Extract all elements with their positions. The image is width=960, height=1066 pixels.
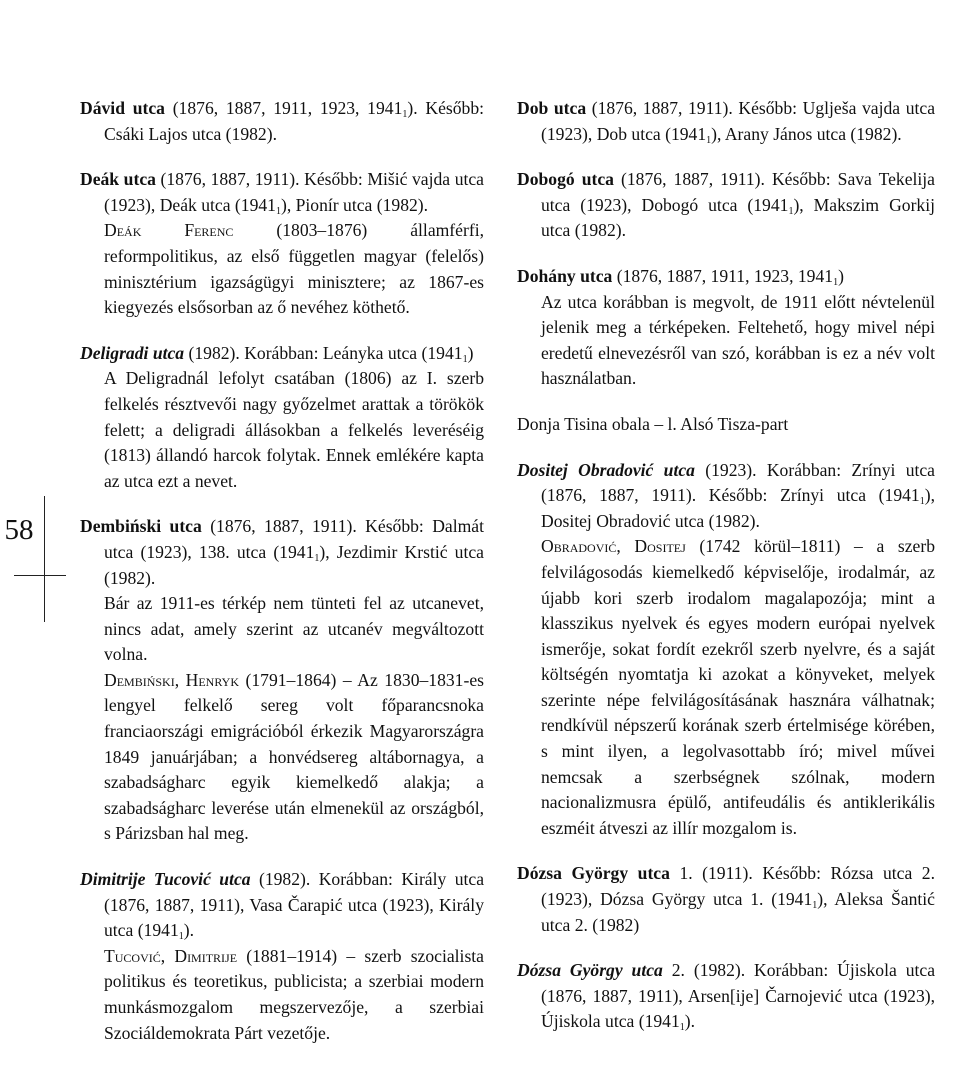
entry-history: ). (183, 920, 195, 941)
entry-heading (517, 96, 935, 147)
entry-heading (517, 861, 935, 938)
street-name: Dob utca (517, 98, 587, 118)
note-text: (1803–1876) államférfi, reformpolitikus, az első független magyar (felelős) minisztérium igazságügyi minisztere; az 1867-es kiegyezés elsősorban az ő nevéhez köthető. (104, 220, 484, 318)
page-number: 58 (4, 514, 34, 546)
subscript: 1 (462, 353, 468, 365)
entry-note (104, 366, 484, 494)
subscript: 1 (402, 109, 408, 120)
cross-reference: Donja Tisina obala – l. Alsó Tisza-part (517, 413, 789, 434)
entry-dob-utca (517, 96, 935, 147)
entry-dates: (1876, 1887, 1911). Később: Uglješa vajda utca (1923), Dob utca (1941 (541, 98, 936, 144)
street-name: Deák utca (80, 169, 156, 190)
subscript: 1 (679, 1022, 685, 1034)
subscript: 1 (919, 496, 925, 508)
entry-history: ) (467, 342, 474, 363)
street-name: Dobogó utca (517, 169, 614, 190)
entry-history: ), Pionír utca (1982). (280, 194, 429, 215)
entry-dates: (1876, 1887, 1911). Később: Sava Tekelija utca (1923), Dobogó utca (1941 (541, 169, 935, 215)
note-text: (1742 körül–1811) – a szerb felvilágosodás kiemelkedő képviselője, irodalmár, az újabb kori szerb irodalom magalapozója; mint a klasszikus nyelvek és egyes modern európai nyelvek ismerője, sokat fordít ezekről szerb nyelvre, és a saját költségén nyomtatja ki azokat a könyveket, melyek szerinte népe felvilágosításának hasznára válhatnak; rendkívül népszerű korának szerb értelmisége körében, s mint ilyen, a legolvasottabb író; mivel művei nemcsak a szerbségnek szólnak, modern nacionalizmusra épülő, antifeudális és antiklerikális eszméit átveszi az illír mozgalom is. (541, 536, 936, 838)
entry-heading (80, 867, 484, 944)
entry-dates: (1923). Korábban: Zrínyi utca (1876, 1887, 1911). Később: Zrínyi utca (1941 (541, 459, 935, 506)
subscript: 1 (706, 134, 712, 146)
note-text: (1791–1864) – Az 1830–1831-es lengyel felkelő sereg volt főparancsnoka franciaországi emigrációból érkezik Magyarországra 1849 januárjában; a honvédsereg altábornagya, a szabadságharc egyik kiemelkedő alakja; a szabadságharc leverése után elmenekül az országból, s Párizsban hal meg. (104, 669, 484, 844)
entry-dates: 2. (1982). Korábban: Újiskola utca (1876, 1887, 1911), Arsen[ije] Čarnojević utca (1923), Újiskola utca (1941 (541, 960, 936, 1032)
subscript: 1 (788, 205, 794, 217)
person-name: Dembiński, Henryk (104, 669, 239, 690)
note-text: Bár az 1911-es térkép nem tünteti fel az utcanevet, nincs adat, amely szerint az utcanév megváltozott volna. (104, 593, 484, 665)
entry-history: ). (684, 1011, 696, 1032)
entry-history: ), Jezdimir Krstić utca (1982). (104, 541, 484, 588)
entry-dates: (1876, 1887, 1911). Később: Dalmát utca (1923), 138. utca (1941 (104, 516, 484, 562)
entry-dembinski-utca (80, 514, 484, 847)
note-text: A Deligradnál lefolyt csatában (1806) az I. szerb felkelés résztvevői nagy győzelmet arattak a törökök felett; a deligradi állásokban a felkelés leveréséig (1813) állandó harcok folytak. Ennek emlékére kapta az utca ezt a nevet. (104, 368, 484, 491)
left-column (80, 96, 484, 1066)
entry-dates: (1876, 1887, 1911, 1923, 1941 (164, 98, 403, 118)
entry-note (104, 944, 484, 1046)
person-name: Tucović, Dimitrije (104, 945, 238, 966)
entry-dates: 1. (1911). Később: Rózsa utca 2. (1923), Dózsa György utca 1. (1941 (541, 863, 935, 910)
entry-history: ), Aleksa Šantić utca 2. (1982) (541, 889, 935, 935)
street-name: Dózsa György utca (517, 863, 670, 884)
entry-deligradi-utca (80, 341, 484, 495)
entry-heading (80, 514, 484, 591)
street-name: Dózsa György utca (517, 960, 663, 981)
entry-history: ). Később: Csáki Lajos utca (1982). (104, 98, 485, 144)
entry-donja-tisina-obala (517, 412, 935, 438)
entry-dates: (1982). Korábban: Király utca (1876, 1887, 1911), Vasa Čarapić utca (1923), Király utca (1941 (104, 869, 485, 941)
entry-david-utca (80, 96, 484, 147)
entry-heading (517, 167, 935, 244)
subscript: 1 (833, 276, 839, 288)
street-name: Dembiński utca (80, 516, 202, 537)
entry-heading (517, 458, 935, 535)
note-text: (1881–1914) – szerb szocialista politikus és teoretikus, publicista; a szerbiai modern munkásmozgalom megszervezője, a szerbiai Szociáldemokrata Párt vezetője. (104, 945, 484, 1043)
entry-heading (517, 264, 935, 290)
entry-heading (80, 167, 484, 218)
entry-deak-utca (80, 167, 484, 321)
subscript: 1 (178, 931, 184, 943)
entry-dositej-obradovic-utca (517, 458, 935, 842)
entry-dozsa-gyorgy-utca-2 (517, 958, 935, 1035)
note-text: Az utca korábban is megvolt, de 1911 előtt névtelenül jelenik meg a térképeken. Feltehető, hogy mivel népi eredetű elnevezésről van szó, korábban is ez a név volt használatban. (541, 291, 935, 389)
person-name: Obradović, Dositej (541, 536, 686, 557)
entry-note (541, 290, 935, 392)
right-column (517, 96, 935, 1055)
subscript: 1 (812, 900, 818, 912)
entry-history: ) (838, 265, 844, 286)
street-name: Deligradi utca (80, 342, 185, 363)
entry-note (104, 591, 484, 668)
entry-heading (80, 341, 484, 367)
street-name: Dositej Obradović utca (517, 459, 695, 480)
entry-heading (80, 96, 484, 147)
subscript: 1 (275, 205, 281, 217)
entry-note (104, 668, 484, 847)
entry-history: ), Makszim Gorkij utca (1982). (541, 194, 935, 241)
person-name: Deák Ferenc (104, 220, 234, 241)
street-name: Dimitrije Tucović utca (80, 869, 251, 890)
entry-history: ), Dositej Obradović utca (1982). (541, 485, 935, 531)
crop-mark-vertical (44, 496, 45, 622)
street-name: Dohány utca (517, 265, 613, 286)
entry-note (104, 218, 484, 320)
subscript: 1 (314, 552, 320, 564)
entry-dobogo-utca (517, 167, 935, 244)
street-name: Dávid utca (80, 98, 165, 118)
crop-mark-horizontal (14, 575, 66, 576)
entry-dimitrije-tucovic-utca (80, 867, 484, 1046)
entry-dates: (1876, 1887, 1911, 1923, 1941 (612, 265, 834, 286)
entry-dates: (1876, 1887, 1911). Később: Mišić vajda utca (1923), Deák utca (1941 (104, 169, 484, 215)
entry-dozsa-gyorgy-utca-1 (517, 861, 935, 938)
entry-note (541, 534, 935, 841)
entry-dates: (1982). Korábban: Leányka utca (1941 (184, 342, 463, 363)
entry-dohany-utca (517, 264, 935, 392)
entry-heading (517, 958, 935, 1035)
entry-history: ), Arany János utca (1982). (711, 123, 902, 144)
